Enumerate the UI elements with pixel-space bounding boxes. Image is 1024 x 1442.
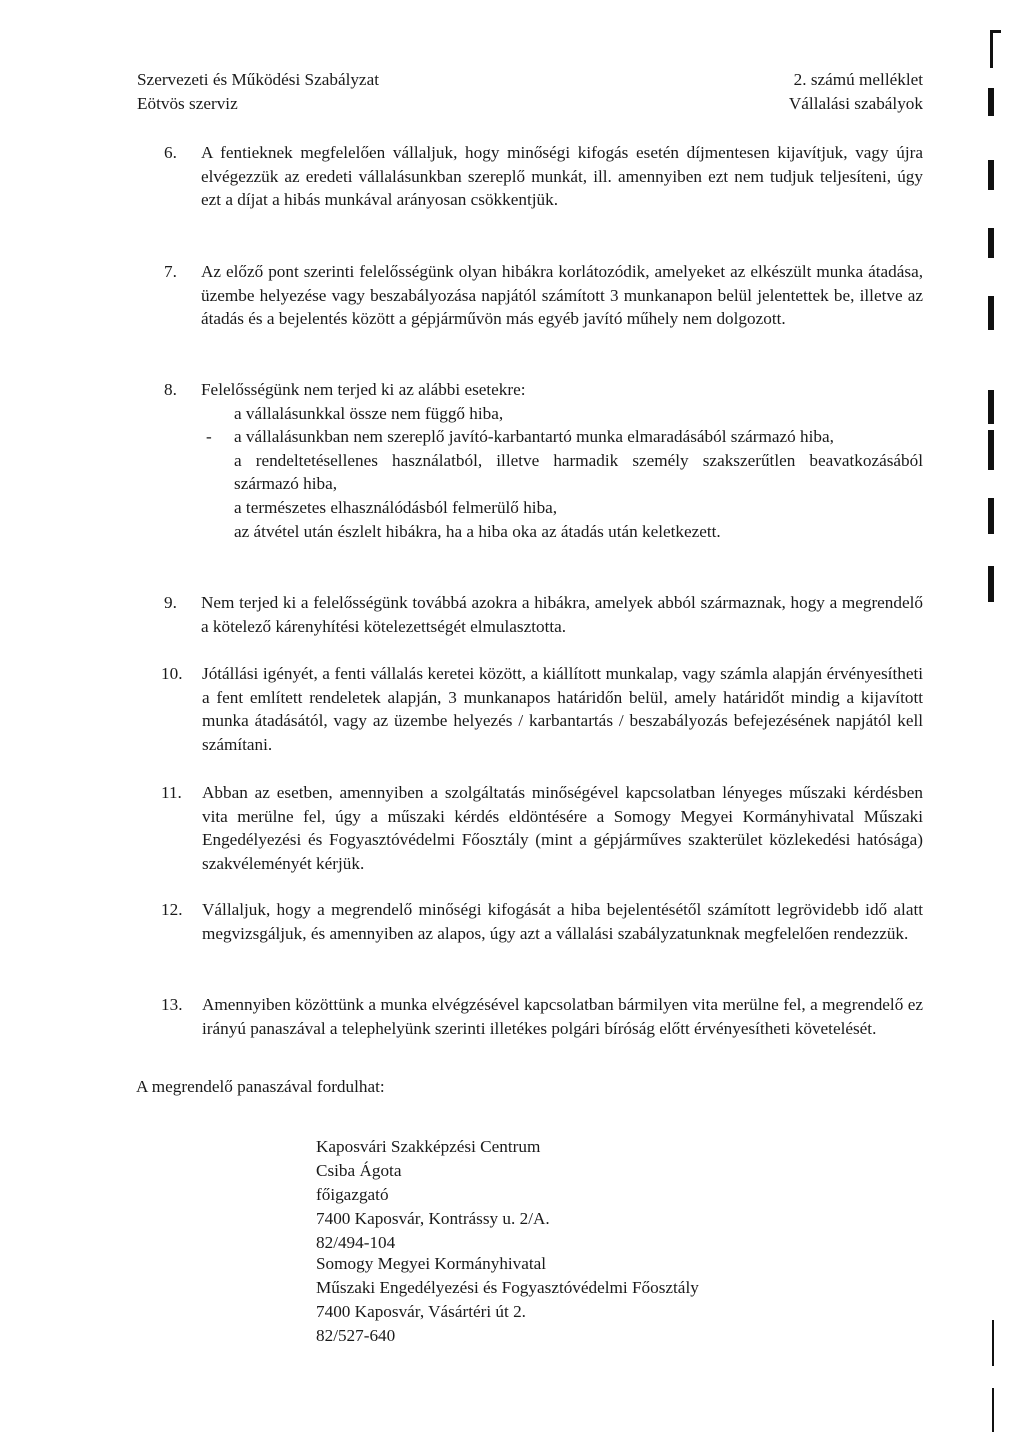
item-number: 11. bbox=[161, 783, 182, 802]
item-text: Az előző pont szerinti felelősségünk olyan hibákra korlátozódik, amelyeket az elkészült munka átadása, üzembe helyezése vagy beszabályozása napjától számított 3 munkanapon belül jelentettek be, illetve az átadás és a bejelentés között a gépjárművön más egyéb javító műhely nem dolgozott. bbox=[201, 262, 923, 329]
item-number: 6. bbox=[164, 143, 177, 162]
item-text: A fentieknek megfelelően vállaljuk, hogy minőségi kifogás esetén díjmentesen kijavítjuk, vagy újra elvégezzük az eredeti vállalásunkban szereplő munkát, ill. amennyiben ezt nem tudjuk teljesíteni, úgy ezt a díjat a hibás munkával arányosan csökkentjük. bbox=[201, 143, 923, 210]
paragraph-item-12 bbox=[161, 898, 923, 945]
scan-mark bbox=[988, 160, 994, 190]
paragraph-item-7 bbox=[164, 260, 923, 331]
document-title: Szervezeti és Működési Szabályzat bbox=[137, 70, 379, 89]
item-text: Amennyiben közöttünk a munka elvégzésével kapcsolatban bármilyen vita merülne fel, a megrendelő ez irányú panaszával a telephelyünk szerinti illetékes polgári bíróság előtt érvényesítheti követelését. bbox=[202, 995, 923, 1038]
item-number: 7. bbox=[164, 262, 177, 281]
contact-line: 82/527-640 bbox=[316, 1326, 396, 1345]
appendix-title: Vállalási szabályok bbox=[788, 94, 923, 113]
item-number: 8. bbox=[164, 380, 177, 399]
item-number: 12. bbox=[161, 900, 183, 919]
contact-line: 82/494-104 bbox=[316, 1233, 396, 1252]
header-left bbox=[137, 68, 379, 116]
contact-line: főigazgató bbox=[316, 1185, 389, 1204]
contact-block-kormanyhivatal bbox=[316, 1252, 699, 1348]
item-text: Abban az esetben, amennyiben a szolgáltatás minőségével kapcsolatban lényeges műszaki kérdésben vita merülne fel, úgy a műszaki kérdés eldöntésére a Somogy Megyei Kormányhivatal Műszaki Engedélyezési és Fogyasztóvédelmi Főosztály (mint a gépjárműves szakterület közlekedési hatósága) szakvéleményét kérjük. bbox=[202, 783, 923, 873]
scan-mark bbox=[988, 88, 994, 116]
contact-line: Somogy Megyei Kormányhivatal bbox=[316, 1254, 547, 1273]
scan-mark bbox=[990, 30, 993, 68]
contact-line: Csiba Ágota bbox=[316, 1161, 402, 1180]
scan-mark bbox=[988, 296, 994, 330]
scan-mark bbox=[990, 30, 1001, 33]
contact-lead: A megrendelő panaszával fordulhat: bbox=[136, 1077, 385, 1096]
contact-line: Műszaki Engedélyezési és Fogyasztóvédelmi Főosztály bbox=[316, 1278, 699, 1297]
contact-line: Kaposvári Szakképzési Centrum bbox=[316, 1137, 541, 1156]
list-item: az átvétel után észlelt hibákra, ha a hiba oka az átadás után keletkezett. bbox=[234, 521, 721, 541]
contact-line: 7400 Kaposvár, Kontrássy u. 2/A. bbox=[316, 1209, 550, 1228]
list-item: - a vállalásunkban nem szereplő javító-karbantartó munka elmaradásából származó hiba, bbox=[206, 427, 834, 447]
scan-mark bbox=[988, 498, 994, 534]
item-text: Felelősségünk nem terjed ki az alábbi esetekre: bbox=[201, 380, 526, 399]
document-subtitle: Eötvös szerviz bbox=[137, 94, 238, 113]
item-number: 9. bbox=[164, 593, 177, 612]
header-right bbox=[789, 68, 923, 116]
scan-mark bbox=[988, 390, 994, 424]
exclusion-list bbox=[206, 402, 923, 544]
item-number: 13. bbox=[161, 995, 183, 1014]
item-text: Vállaljuk, hogy a megrendelő minőségi kifogását a hiba bejelentésétől számított legrövidebb idő alatt megvizsgáljuk, és amennyiben az alapos, úgy azt a vállalási szabályzatunknak megfelelően rendezzük. bbox=[202, 900, 923, 943]
paragraph-item-10 bbox=[161, 662, 923, 756]
list-item: a rendeltetésellenes használatból, illetve harmadik személy szakszerűtlen beavatkozásából származó hiba, bbox=[234, 450, 923, 494]
scan-mark bbox=[988, 566, 994, 602]
paragraph-item-8 bbox=[164, 378, 923, 560]
list-item: a természetes elhasználódásból felmerülő hiba, bbox=[234, 497, 558, 517]
item-text: Jótállási igényét, a fenti vállalás keretei között, a kiállított munkalap, vagy számla alapján érvényesítheti a fent említett rendeletek alapján, 3 munkanapos határidőn belül, amely határidőt mindig a kijavított munka átadásától, vagy az üzembe helyezés / karbantartás / beszabályozás befejezésének napjától kell számítani. bbox=[202, 664, 923, 754]
scan-mark bbox=[988, 228, 994, 258]
list-item: a vállalásunkkal össze nem függő hiba, bbox=[234, 403, 504, 423]
appendix-number: 2. számú melléklet bbox=[793, 70, 923, 89]
contact-line: 7400 Kaposvár, Vásártéri út 2. bbox=[316, 1302, 526, 1321]
paragraph-item-13 bbox=[161, 993, 923, 1040]
scan-mark bbox=[992, 1388, 994, 1432]
item-text: Nem terjed ki a felelősségünk továbbá azokra a hibákra, amelyek abból származnak, hogy a megrendelő a kötelező kárenyhítési kötelezettségét elmulasztotta. bbox=[201, 593, 923, 636]
contact-block-szc bbox=[316, 1135, 550, 1255]
paragraph-item-6 bbox=[164, 141, 923, 212]
scan-mark bbox=[992, 1320, 994, 1366]
paragraph-item-9 bbox=[164, 591, 923, 638]
scan-mark bbox=[988, 430, 994, 470]
item-number: 10. bbox=[161, 664, 183, 683]
paragraph-item-11 bbox=[161, 781, 923, 875]
